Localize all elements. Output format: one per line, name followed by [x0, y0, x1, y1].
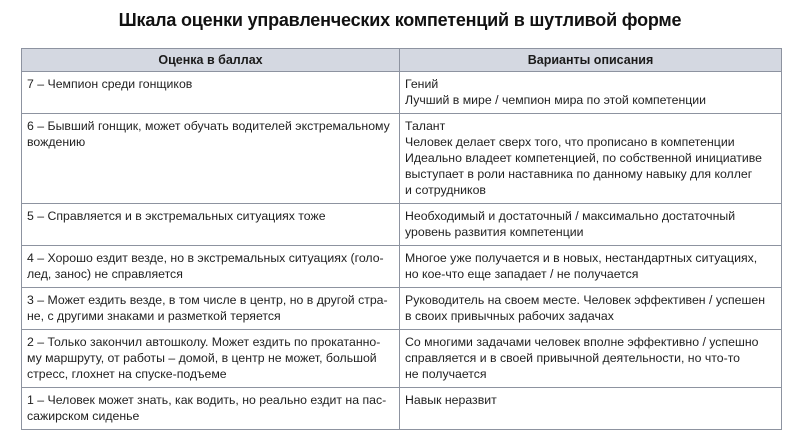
description-cell — [400, 204, 782, 246]
score-cell — [22, 246, 400, 288]
score-text-line: 5 – Справляется и в экстремальных ситуациях тоже — [27, 209, 326, 223]
description-text-line: Гений — [405, 77, 439, 91]
column-header-description: Варианты описания — [400, 49, 782, 72]
description-text-line: Навык неразвит — [405, 393, 497, 407]
score-cell — [22, 288, 400, 330]
score-text-line: лед, занос) не справляется — [27, 267, 183, 281]
score-text-line: вождению — [27, 135, 86, 149]
description-text-line: Многое уже получается и в новых, нестандартных ситуациях, — [405, 251, 758, 265]
score-cell — [22, 114, 400, 204]
description-cell — [400, 72, 782, 114]
score-text-line: 2 – Только закончил автошколу. Может ездить по прокатанно- — [27, 335, 381, 349]
score-cell — [22, 330, 400, 388]
table-body — [22, 72, 782, 430]
description-text-line: Руководитель на своем месте. Человек эффективен / успешен — [405, 293, 765, 307]
table-header-row — [22, 49, 782, 72]
description-text-line: выступает в роли наставника по данному навыку для коллег — [405, 167, 753, 181]
table-row — [22, 288, 782, 330]
description-text-line: Талант — [405, 119, 446, 133]
page-title: Шкала оценки управленческих компетенций в шутливой форме — [118, 10, 682, 30]
score-text-line: 3 – Может ездить везде, в том числе в центр, но в другой стра- — [27, 293, 388, 307]
description-text-line: Идеально владеет компетенцией, по собственной инициативе — [405, 151, 762, 165]
description-text-line: Лучший в мире / чемпион мира по этой компетенции — [405, 93, 707, 107]
competency-scale-table — [21, 48, 782, 430]
description-cell — [400, 388, 782, 430]
description-text-line: уровень развития компетенции — [405, 225, 584, 239]
description-cell — [400, 246, 782, 288]
score-text-line: 4 – Хорошо ездит везде, но в экстремальных ситуациях (голо- — [27, 251, 384, 265]
table-row — [22, 114, 782, 204]
table-row — [22, 204, 782, 246]
description-text-line: Человек делает сверх того, что прописано в компетенции — [405, 135, 735, 149]
score-text-line: 6 – Бывший гонщик, может обучать водителей экстремальному — [27, 119, 390, 133]
score-text-line: сажирском сиденье — [27, 409, 140, 423]
score-text-line: не, с другими знаками и разметкой теряется — [27, 309, 281, 323]
score-cell — [22, 72, 400, 114]
description-text-line: справляется и в своей привычной деятельности, но что-то — [405, 351, 741, 365]
description-text-line: не получается — [405, 367, 487, 381]
score-cell — [22, 204, 400, 246]
table-row — [22, 246, 782, 288]
score-text-line: му маршруту, от работы – домой, в центр не может, большой — [27, 351, 377, 365]
score-cell — [22, 388, 400, 430]
description-text-line: и сотрудников — [405, 183, 486, 197]
score-text-line: 7 – Чемпион среди гонщиков — [27, 77, 193, 91]
description-text-line: в своих привычных рабочих задачах — [405, 309, 614, 323]
description-cell — [400, 288, 782, 330]
table-row — [22, 330, 782, 388]
description-text-line: Необходимый и достаточный / максимально достаточный — [405, 209, 736, 223]
description-text-line: но кое-что еще западает / не получается — [405, 267, 639, 281]
score-text-line: стресс, глохнет на спуске-подъеме — [27, 367, 227, 381]
description-cell — [400, 330, 782, 388]
description-text-line: Со многими задачами человек вполне эффективно / успешно — [405, 335, 759, 349]
description-cell — [400, 114, 782, 204]
column-header-score: Оценка в баллах — [22, 49, 400, 72]
table-row — [22, 388, 782, 430]
score-text-line: 1 – Человек может знать, как водить, но реально ездит на пас- — [27, 393, 387, 407]
table-row — [22, 72, 782, 114]
